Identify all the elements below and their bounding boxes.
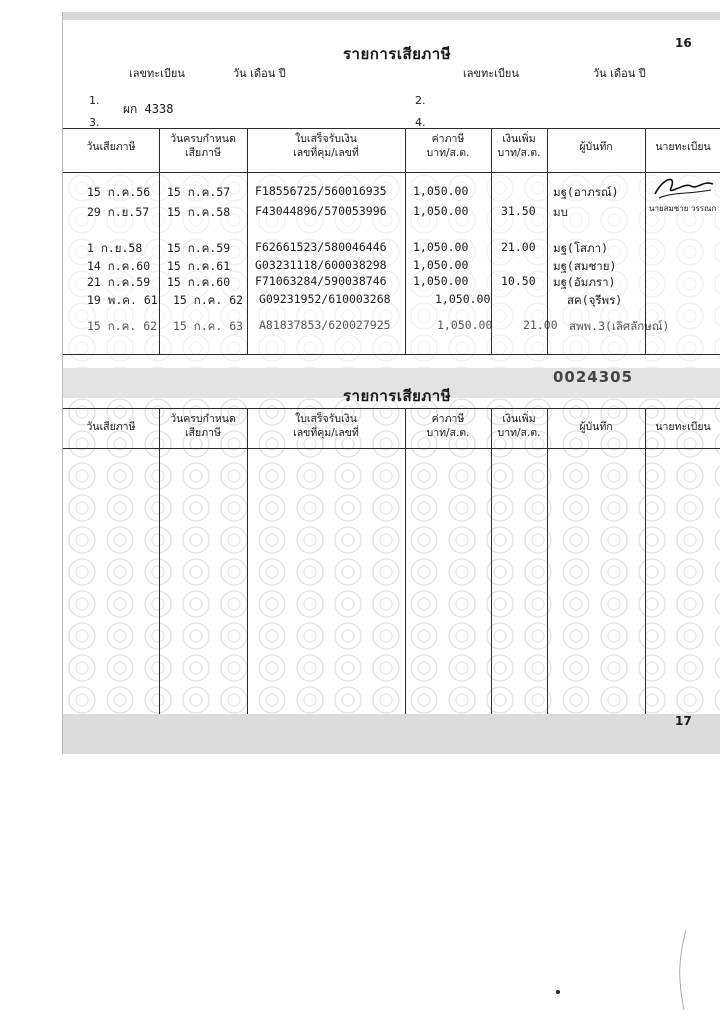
col-header-recorder: ผู้บันทึก: [579, 141, 613, 153]
section-title-top: รายการเสียภาษี: [343, 45, 452, 63]
col-header-due-2: วันครบกำหนด เสียภาษี: [170, 413, 236, 439]
col-header-tax-2: ค่าภาษี บาท/ส.ต.: [426, 413, 470, 439]
scan-speck: [556, 990, 560, 994]
col-header-tax: ค่าภาษี บาท/ส.ต.: [426, 133, 470, 159]
col-header-paid: วันเสียภาษี: [86, 141, 136, 153]
owner-item-2-num: 2.: [415, 94, 426, 107]
reg-label-left: เลขทะเบียน: [129, 67, 185, 80]
scan-curve-icon: [672, 930, 692, 1010]
col-header-receipt: ใบเสร็จรับเงิน เลขที่คุม/เลขที่: [293, 133, 359, 159]
owner-item-4-num: 4.: [415, 116, 426, 129]
page-number-bottom: 17: [675, 714, 692, 728]
bottom-band: [63, 714, 720, 754]
owner-item-1-reg: ผก 4338: [123, 102, 174, 116]
col-header-surcharge-2: เงินเพิ่ม บาท/ส.ต.: [497, 413, 541, 439]
reg-label-right: เลขทะเบียน: [463, 67, 519, 80]
date-label-left: วัน เดือน ปี: [233, 67, 286, 80]
col-header-registrar: นายทะเบียน: [655, 141, 711, 153]
signature-icon: [651, 172, 717, 202]
col-header-due: วันครบกำหนด เสียภาษี: [170, 133, 236, 159]
stamp-number: 0024305: [553, 368, 634, 386]
col-header-registrar-2: นายทะเบียน: [655, 421, 711, 433]
col-header-receipt-2: ใบเสร็จรับเงิน เลขที่คุม/เลขที่: [293, 413, 359, 439]
owner-item-3-num: 3.: [89, 116, 100, 129]
registration-page: 16 รายการเสียภาษี เลขทะเบียน วัน เดือน ปี เลขทะเบียน วัน เดือน ปี 1. ผก 4338 2. 3. 4. วันเสียภาษี วันครบกำหนด เสียภาษี ใบเสร็จรับเงิน เลขที่คุม/เลขที่ ค่าภาษี บาท/ส.ต. เงินเพิ่ม บาท/ส.ต. ผู้บันทึก นายทะเบียน 15 ก.ค.56 15 ก.ค.57 F18556725/560016935 1,050.00 มฐ(อาภรณ์) นายสมชาย วรรณก 29 ก.ย.57 15 ก.ค.58 F43044896/570053996 1,050.00 31.50 มบ 1 ก.ย.58 15 ก.ค.59 F62661523/580046446 1,050.00 21.00 มฐ(โสภา) 14 ก.ค.60 15 ก.ค.61 G03231118/600038298 1,050.00 มฐ(สมชาย) 21 ก.ค.59 15 ก.ค.60 F71063284/590038746 1,050.00 10.50 มฐ(อัมภรา) 19 พ.ค. 61 15 ก.ค. 62 G09231952/610003268 1,050.00 สค(จุรีพร) 15 ก.ค. 62 15 ก.ค. 63 A81837853/620027925 1,050.00 21.00 สพพ.3(เลิศลักษณ์) 0024305 รายการเสียภาษี วันเสียภาษี วันครบกำหนด เสียภาษี ใบเสร็จรับเงิน เลขที่คุม/เลขที่ ค่าภาษี บาท/ส.ต. เงินเพิ่ม บาท/ส.ต. ผู้บันทึก นายทะเบียน 17: [62, 12, 720, 754]
col-header-surcharge: เงินเพิ่ม บาท/ส.ต.: [497, 133, 541, 159]
owner-item-1-num: 1.: [89, 94, 100, 107]
section-title-bottom: รายการเสียภาษี: [343, 387, 452, 405]
col-header-recorder-2: ผู้บันทึก: [579, 421, 613, 433]
page-number-top: 16: [675, 36, 692, 50]
col-header-paid-2: วันเสียภาษี: [86, 421, 136, 433]
date-label-right: วัน เดือน ปี: [593, 67, 646, 80]
